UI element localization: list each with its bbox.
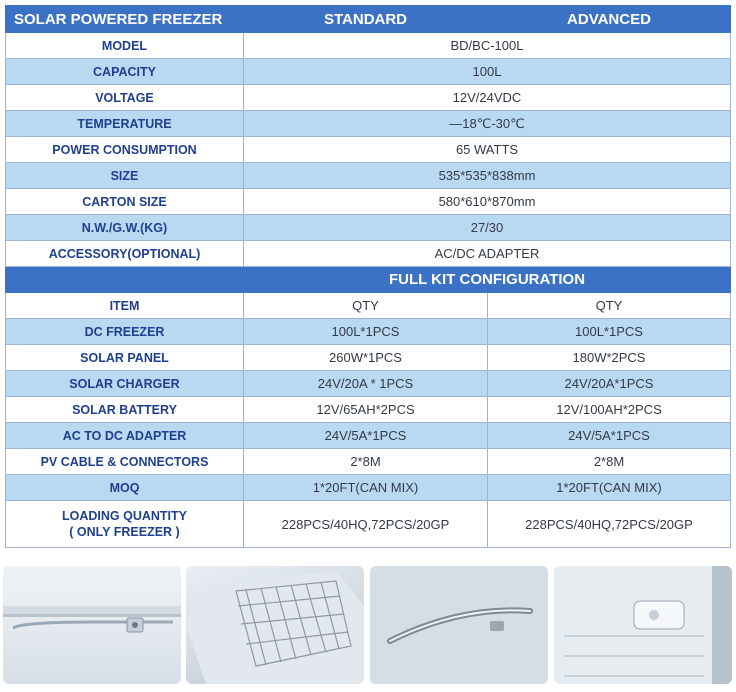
loading-label-line1: LOADING QUANTITY	[62, 509, 187, 523]
freezer-basket-photo	[186, 566, 364, 684]
kit-row	[6, 475, 731, 501]
spec-label: N.W./G.W.(KG)	[6, 215, 244, 241]
spec-label: POWER CONSUMPTION	[6, 137, 244, 163]
spec-value: AC/DC ADAPTER	[244, 241, 731, 267]
kit-row	[6, 319, 731, 345]
table-header	[6, 6, 731, 33]
kit-advanced: 1*20FT(CAN MIX)	[488, 475, 731, 501]
kit-label: SOLAR PANEL	[6, 345, 244, 371]
spec-row	[6, 33, 731, 59]
freezer-interior-photo	[554, 566, 732, 684]
spec-label: MODEL	[6, 33, 244, 59]
spec-row	[6, 163, 731, 189]
spec-label: VOLTAGE	[6, 85, 244, 111]
spec-value: 535*535*838mm	[244, 163, 731, 189]
header-product: SOLAR POWERED FREEZER	[6, 6, 244, 33]
kit-standard: 24V/5A*1PCS	[244, 423, 488, 449]
spec-value: 100L	[244, 59, 731, 85]
spec-label: TEMPERATURE	[6, 111, 244, 137]
loading-standard: 228PCS/40HQ,72PCS/20GP	[244, 501, 488, 548]
kit-title: FULL KIT CONFIGURATION	[244, 267, 731, 293]
kit-label: AC TO DC ADAPTER	[6, 423, 244, 449]
kit-standard: QTY	[244, 293, 488, 319]
freezer-handle-photo	[370, 566, 548, 684]
spec-label: ACCESSORY(OPTIONAL)	[6, 241, 244, 267]
kit-standard: 100L*1PCS	[244, 319, 488, 345]
kit-advanced: QTY	[488, 293, 731, 319]
spec-row	[6, 137, 731, 163]
kit-row	[6, 423, 731, 449]
spec-row	[6, 59, 731, 85]
spec-label: SIZE	[6, 163, 244, 189]
kit-row	[6, 293, 731, 319]
kit-advanced: 24V/20A*1PCS	[488, 371, 731, 397]
kit-label: DC FREEZER	[6, 319, 244, 345]
spec-value: 580*610*870mm	[244, 189, 731, 215]
spec-value: 65 WATTS	[244, 137, 731, 163]
kit-standard: 24V/20A * 1PCS	[244, 371, 488, 397]
spec-row	[6, 85, 731, 111]
loading-label-line2: ( ONLY FREEZER )	[69, 525, 180, 539]
kit-standard: 260W*1PCS	[244, 345, 488, 371]
spec-label: CARTON SIZE	[6, 189, 244, 215]
kit-advanced: 12V/100AH*2PCS	[488, 397, 731, 423]
kit-advanced: 2*8M	[488, 449, 731, 475]
kit-row	[6, 449, 731, 475]
product-photos	[0, 566, 736, 692]
kit-advanced: 24V/5A*1PCS	[488, 423, 731, 449]
kit-standard: 2*8M	[244, 449, 488, 475]
spec-value: —18℃-30℃	[244, 111, 731, 137]
kit-standard: 12V/65AH*2PCS	[244, 397, 488, 423]
loading-advanced: 228PCS/40HQ,72PCS/20GP	[488, 501, 731, 548]
spec-value: BD/BC-100L	[244, 33, 731, 59]
spec-label: CAPACITY	[6, 59, 244, 85]
freezer-lock-photo	[3, 566, 181, 684]
spec-row	[6, 215, 731, 241]
spec-value: 27/30	[244, 215, 731, 241]
kit-section-header	[6, 267, 731, 293]
kit-row	[6, 397, 731, 423]
header-advanced: ADVANCED	[488, 6, 731, 33]
kit-label: PV CABLE & CONNECTORS	[6, 449, 244, 475]
loading-label	[6, 501, 244, 548]
kit-standard: 1*20FT(CAN MIX)	[244, 475, 488, 501]
kit-label: SOLAR CHARGER	[6, 371, 244, 397]
kit-advanced: 100L*1PCS	[488, 319, 731, 345]
loading-row	[6, 501, 731, 548]
spec-table	[5, 5, 731, 548]
kit-row	[6, 371, 731, 397]
kit-row	[6, 345, 731, 371]
kit-label: ITEM	[6, 293, 244, 319]
spec-value: 12V/24VDC	[244, 85, 731, 111]
spec-row	[6, 189, 731, 215]
spec-row	[6, 111, 731, 137]
spec-row	[6, 241, 731, 267]
header-standard: STANDARD	[244, 6, 488, 33]
kit-label: SOLAR BATTERY	[6, 397, 244, 423]
kit-advanced: 180W*2PCS	[488, 345, 731, 371]
kit-label: MOQ	[6, 475, 244, 501]
